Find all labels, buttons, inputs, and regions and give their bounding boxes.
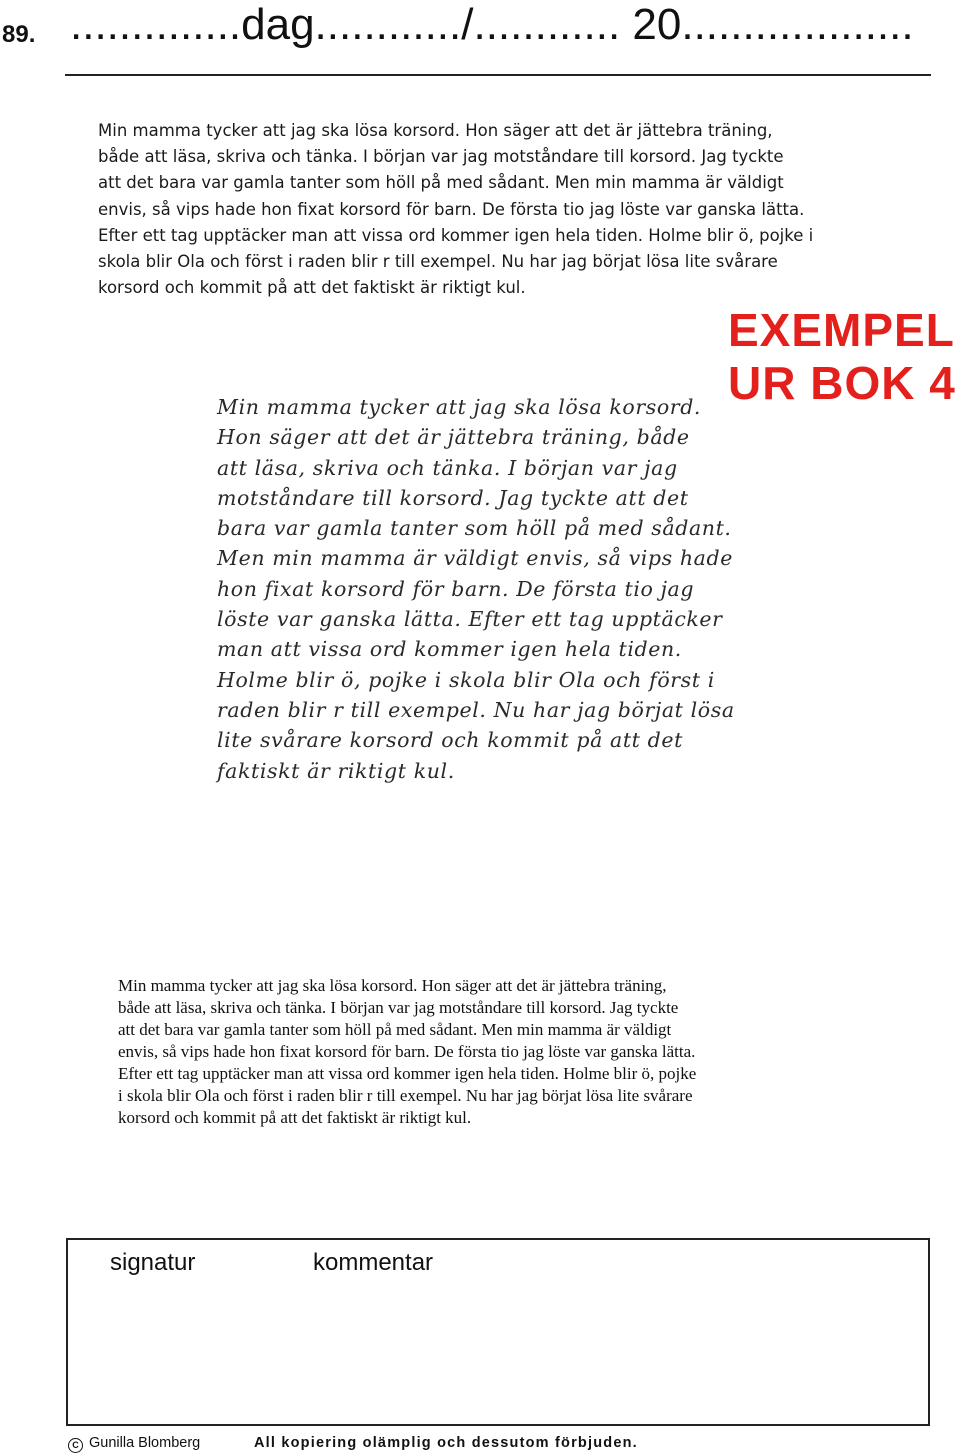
text-line: att det bara var gamla tanter som höll på med sådant. Men min mamma är väldigt [118,1020,672,1039]
signature-comment-box[interactable] [66,1238,930,1426]
text-line: faktiskt är riktigt kul. [217,758,455,783]
text-line: Min mamma tycker att jag ska lösa korsord. [217,395,702,419]
stamp-line-1: EXEMPEL [728,304,955,356]
text-line: Efter ett tag upptäcker man att vissa ord kommer igen hela tiden. Holme blir ö, pojke [118,1064,697,1083]
text-line: att läsa, skriva och tänka. I början var jag [217,455,678,480]
header-rule [65,74,931,76]
text-line: bara var gamla tanter som höll på med sådant. [217,516,732,541]
text-line: Min mamma tycker att jag ska lösa korsord. Hon säger att det är jättebra träning, [118,976,667,995]
text-line: Efter ett tag upptäcker man att vissa ord kommer igen hela tiden. Holme blir ö, pojke i [98,225,814,245]
text-line: både att läsa, skriva och tänka. I början var jag motståndare till korsord. Jag tyckte [118,998,679,1017]
text-line: man att vissa ord kommer igen hela tiden. [217,637,682,662]
text-line: i skola blir Ola och först i raden blir r till exempel. Nu har jag börjat lösa lite svårare [118,1086,693,1105]
text-line: skola blir Ola och först i raden blir r till exempel. Nu har jag börjat lösa lite svårare [98,252,778,272]
text-line: raden blir r till exempel. Nu har jag börjat lösa [217,697,735,722]
text-line: Min mamma tycker att jag ska lösa korsord. Hon säger att det är jättebra träning, [98,121,773,140]
date-line: ..............dag............/............ 20................... [70,0,914,49]
text-line: hon fixat korsord för barn. De första tio jag [217,576,695,601]
copyright-icon: C [68,1438,83,1453]
text-line: korsord och kommit på att det faktiskt är riktigt kul. [118,1108,472,1127]
text-line: envis, så vips hade hon fixat korsord för barn. De första tio jag löste var ganska lätta. [98,199,805,219]
page-number: 89. [2,21,36,48]
text-block-serif [118,975,696,1129]
example-stamp [728,304,956,410]
text-line: löste var ganska lätta. Efter ett tag upptäcker [217,607,723,632]
text-line: Hon säger att det är jättebra träning, både [217,425,690,450]
text-line: envis, så vips hade hon fixat korsord för barn. De första tio jag löste var ganska lätta. [118,1042,696,1061]
signature-label: signatur [110,1249,196,1276]
text-line: korsord och kommit på att det faktiskt är riktigt kul. [98,278,526,298]
text-line: motståndare till korsord. Jag tyckte att det [217,485,689,510]
text-line: både att läsa, skriva och tänka. I början var jag motståndare till korsord. Jag tyckte [98,147,784,167]
text-block-script [217,392,735,786]
text-line: Holme blir ö, pojke i skola blir Ola och först i [217,667,715,692]
footer-copyright [68,1433,200,1453]
text-line: lite svårare korsord och kommit på att det [217,728,683,753]
author-name: Gunilla Blomberg [89,1435,201,1451]
copy-notice: All kopiering olämplig och dessutom förbjuden. [254,1435,638,1451]
text-line: Men min mamma är väldigt envis, så vips hade [217,546,733,571]
text-block-sans [98,118,813,301]
comment-label: kommentar [313,1249,434,1276]
stamp-line-2: UR BOK 4 [728,357,956,409]
text-line: att det bara var gamla tanter som höll på med sådant. Men min mamma är väldigt [98,173,784,193]
